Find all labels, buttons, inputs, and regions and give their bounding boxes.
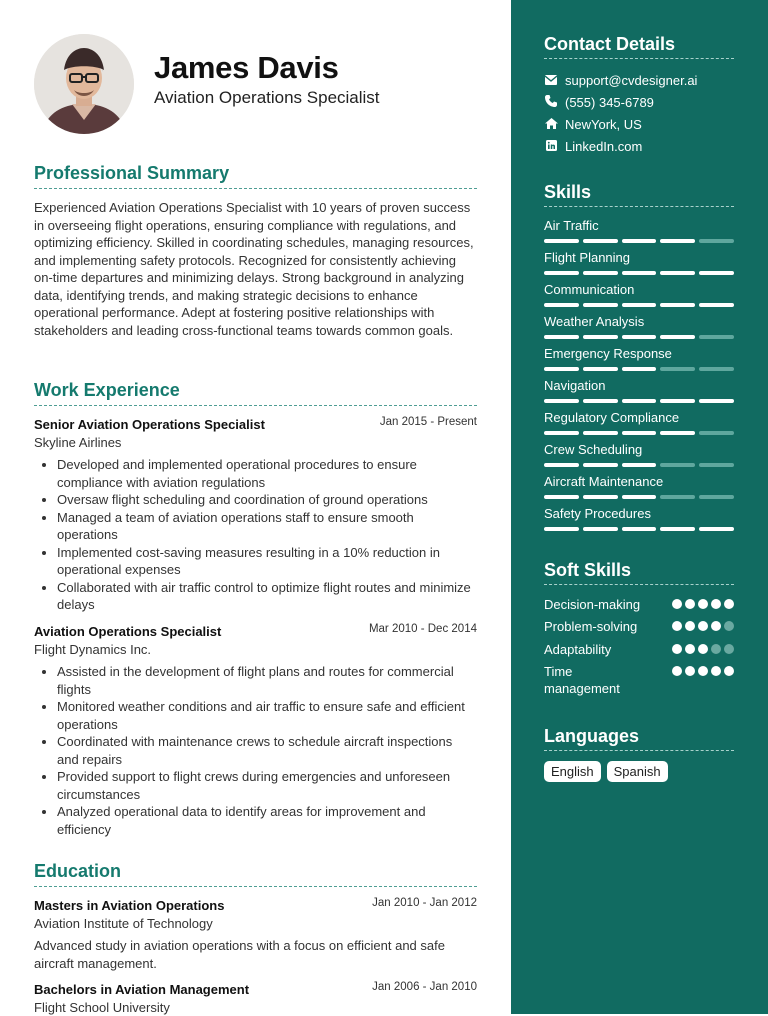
candidate-name: James Davis	[154, 50, 339, 85]
skill-level-segment	[544, 367, 579, 371]
skill-level-segment	[583, 303, 618, 307]
languages-divider	[544, 750, 734, 751]
list-item: • Managed a team of aviation operations staff to ensure smooth operations	[57, 509, 477, 544]
list-item: • Assisted in the development of flight plans and routes for commercial flights	[57, 663, 477, 698]
contact-divider	[544, 58, 734, 59]
summary-divider	[34, 188, 477, 189]
rating-dot	[724, 666, 734, 676]
skill-level-segment	[583, 367, 618, 371]
rating-dot	[698, 599, 708, 609]
rating-dot	[698, 666, 708, 676]
soft-skills-heading: Soft Skills	[544, 560, 632, 580]
skill-level-bar	[544, 335, 734, 339]
list-item: • Developed and implemented operational procedures to ensure compliance with aviation regulations	[57, 456, 477, 491]
skill-level-segment	[699, 303, 734, 307]
skill-level-segment	[544, 527, 579, 531]
soft-skill-name: Decision-making	[544, 597, 641, 612]
list-item: • Coordinated with maintenance crews to schedule aircraft inspections and repairs	[57, 733, 477, 768]
skill-level-bar	[544, 495, 734, 499]
candidate-title: Aviation Operations Specialist	[154, 88, 380, 107]
list-item: • Collaborated with air traffic control to optimize flight routes and minimize delays	[57, 579, 477, 614]
education-date: Jan 2010 - Jan 2012	[372, 897, 477, 909]
skill-level-segment	[583, 271, 618, 275]
rating-dot	[685, 666, 695, 676]
skill-level-segment	[660, 463, 695, 467]
skill-item	[544, 250, 734, 275]
skills-divider	[544, 206, 734, 207]
soft-skill-item	[544, 663, 734, 697]
skill-item	[544, 346, 734, 371]
skill-level-bar	[544, 463, 734, 467]
experience-heading: Work Experience	[34, 380, 180, 400]
skill-level-segment	[544, 271, 579, 275]
skill-level-segment	[660, 271, 695, 275]
education-divider	[34, 886, 477, 887]
job-bullets	[34, 663, 477, 838]
skill-item	[544, 218, 734, 243]
skill-name: Air Traffic	[544, 218, 599, 233]
soft-skill-rating	[672, 644, 734, 654]
skill-level-segment	[583, 495, 618, 499]
skill-level-segment	[622, 303, 657, 307]
skill-level-segment	[660, 239, 695, 243]
skill-name: Navigation	[544, 378, 606, 393]
skill-level-segment	[622, 527, 657, 531]
envelope-icon	[544, 72, 558, 90]
skill-level-segment	[622, 463, 657, 467]
education-description: Advanced study in aviation operations with a focus on efficient and safe aircraft management.	[34, 938, 445, 971]
skill-item	[544, 410, 734, 435]
soft-skill-name: Time management	[544, 664, 620, 696]
skill-level-segment	[699, 527, 734, 531]
soft-skill-rating	[672, 599, 734, 609]
skill-level-segment	[699, 239, 734, 243]
skill-item	[544, 314, 734, 339]
skill-level-segment	[544, 239, 579, 243]
skill-level-segment	[660, 367, 695, 371]
skill-level-segment	[583, 239, 618, 243]
skill-level-segment	[660, 495, 695, 499]
profile-photo	[34, 34, 134, 134]
skill-item	[544, 282, 734, 307]
skill-level-segment	[583, 463, 618, 467]
rating-dot	[685, 599, 695, 609]
skill-level-segment	[544, 463, 579, 467]
skill-level-segment	[660, 335, 695, 339]
contact-location	[544, 116, 642, 134]
job-date: Jan 2015 - Present	[379, 416, 477, 428]
summary-heading: Professional Summary	[34, 163, 230, 183]
rating-dot	[698, 644, 708, 654]
language-badge: Spanish	[607, 761, 668, 782]
education-degree: Masters in Aviation Operations	[34, 898, 225, 913]
list-item: • Analyzed operational data to identify areas for improvement and efficiency	[57, 803, 477, 838]
education-degree: Bachelors in Aviation Management	[34, 982, 250, 997]
skill-name: Communication	[544, 282, 635, 297]
skill-level-segment	[699, 271, 734, 275]
education-school: Aviation Institute of Technology	[34, 916, 213, 931]
languages-list	[544, 761, 668, 782]
skill-name: Aircraft Maintenance	[544, 474, 664, 489]
soft-skill-name: Problem-solving	[544, 619, 638, 634]
rating-dot	[685, 621, 695, 631]
job-entry	[34, 623, 477, 838]
skill-name: Flight Planning	[544, 250, 630, 265]
contact-phone-value: (555) 345-6789	[565, 95, 654, 110]
skill-level-segment	[622, 271, 657, 275]
job-date: Mar 2010 - Dec 2014	[368, 623, 477, 635]
skill-level-segment	[583, 335, 618, 339]
skill-name: Regulatory Compliance	[544, 410, 680, 425]
contact-linkedin-value: LinkedIn.com	[565, 139, 643, 154]
rating-dot	[672, 666, 682, 676]
skill-item	[544, 506, 734, 531]
avatar-portrait-icon	[34, 34, 134, 134]
education-entry	[34, 897, 477, 972]
contact-linkedin[interactable]	[544, 138, 642, 156]
skill-item	[544, 442, 734, 467]
rating-dot	[672, 599, 682, 609]
skill-level-segment	[544, 303, 579, 307]
skill-level-segment	[544, 399, 579, 403]
sidebar	[511, 0, 768, 1014]
skill-item	[544, 378, 734, 403]
contact-location-value: NewYork, US	[565, 117, 642, 132]
job-entry	[34, 416, 477, 614]
job-role: Senior Aviation Operations Specialist	[34, 417, 265, 432]
skill-name: Safety Procedures	[544, 506, 651, 521]
skill-level-bar	[544, 431, 734, 435]
skill-level-segment	[699, 367, 734, 371]
education-heading: Education	[34, 861, 122, 881]
soft-skill-name: Adaptability	[544, 642, 612, 657]
rating-dot	[711, 621, 721, 631]
skill-level-segment	[699, 399, 734, 403]
contact-email-value: support@cvdesigner.ai	[565, 73, 698, 88]
linkedin-icon	[544, 138, 558, 156]
skill-level-segment	[660, 303, 695, 307]
job-role: Aviation Operations Specialist	[34, 624, 222, 639]
job-bullets	[34, 456, 477, 614]
contact-phone[interactable]	[544, 94, 654, 112]
soft-skill-item	[544, 618, 734, 635]
skill-level-segment	[544, 335, 579, 339]
skill-level-segment	[660, 399, 695, 403]
list-item: • Provided support to flight crews during emergencies and unforeseen circumstances	[57, 768, 477, 803]
skill-level-segment	[622, 335, 657, 339]
skill-item	[544, 474, 734, 499]
skill-level-bar	[544, 239, 734, 243]
skill-level-segment	[544, 431, 579, 435]
skill-name: Emergency Response	[544, 346, 672, 361]
rating-dot	[711, 644, 721, 654]
rating-dot	[711, 666, 721, 676]
job-company: Flight Dynamics Inc.	[34, 642, 152, 657]
skill-level-bar	[544, 367, 734, 371]
rating-dot	[711, 599, 721, 609]
rating-dot	[724, 599, 734, 609]
skill-level-segment	[699, 495, 734, 499]
education-date: Jan 2006 - Jan 2010	[372, 981, 477, 993]
skill-name: Weather Analysis	[544, 314, 645, 329]
contact-email[interactable]	[544, 72, 697, 90]
home-icon	[544, 116, 558, 134]
skill-level-segment	[622, 367, 657, 371]
education-school: Flight School University	[34, 1000, 170, 1015]
skill-level-segment	[583, 527, 618, 531]
languages-heading: Languages	[544, 726, 640, 746]
skill-level-segment	[660, 431, 695, 435]
skill-level-segment	[544, 495, 579, 499]
rating-dot	[685, 644, 695, 654]
skill-level-segment	[660, 527, 695, 531]
list-item: • Implemented cost-saving measures resulting in a 10% reduction in operational expenses	[57, 544, 477, 579]
skill-level-segment	[699, 463, 734, 467]
experience-divider	[34, 405, 477, 406]
language-badge: English	[544, 761, 601, 782]
skill-level-segment	[699, 431, 734, 435]
soft-skill-item	[544, 641, 734, 658]
skill-level-segment	[622, 495, 657, 499]
rating-dot	[672, 621, 682, 631]
education-entry	[34, 981, 477, 1016]
rating-dot	[724, 644, 734, 654]
skill-level-bar	[544, 271, 734, 275]
soft-skill-item	[544, 596, 734, 613]
skill-level-segment	[622, 431, 657, 435]
soft-skill-rating	[672, 621, 734, 631]
list-item: • Monitored weather conditions and air traffic to ensure safe and efficient operations	[57, 698, 477, 733]
summary-text: Experienced Aviation Operations Specialist with 10 years of proven success in overseeing flight operations, ensuring compliance with regulations, and optimizing efficiency. Skilled in coordinating schedules, managing resources, and implementing safety protocols. Recognized for consistently achieving on-time departures and minimizing delays. Strong background in analyzing data, identifying trends, and making strategic decisions to enhance operational performance. Adept at fostering positive relationships with stakeholders and leading cross-functional teams towards common goals.	[34, 200, 474, 338]
contact-heading: Contact Details	[544, 34, 676, 54]
phone-icon	[544, 94, 558, 112]
skill-level-segment	[622, 239, 657, 243]
skill-level-segment	[622, 399, 657, 403]
skill-level-bar	[544, 303, 734, 307]
skill-level-segment	[699, 335, 734, 339]
list-item: • Oversaw flight scheduling and coordination of ground operations	[57, 491, 477, 509]
rating-dot	[672, 644, 682, 654]
skills-heading: Skills	[544, 182, 592, 202]
soft-skills-divider	[544, 584, 734, 585]
skill-name: Crew Scheduling	[544, 442, 643, 457]
skill-level-segment	[583, 431, 618, 435]
job-company: Skyline Airlines	[34, 435, 122, 450]
skill-level-segment	[583, 399, 618, 403]
skill-level-bar	[544, 527, 734, 531]
rating-dot	[724, 621, 734, 631]
skill-level-bar	[544, 399, 734, 403]
rating-dot	[698, 621, 708, 631]
soft-skill-rating	[672, 666, 734, 676]
